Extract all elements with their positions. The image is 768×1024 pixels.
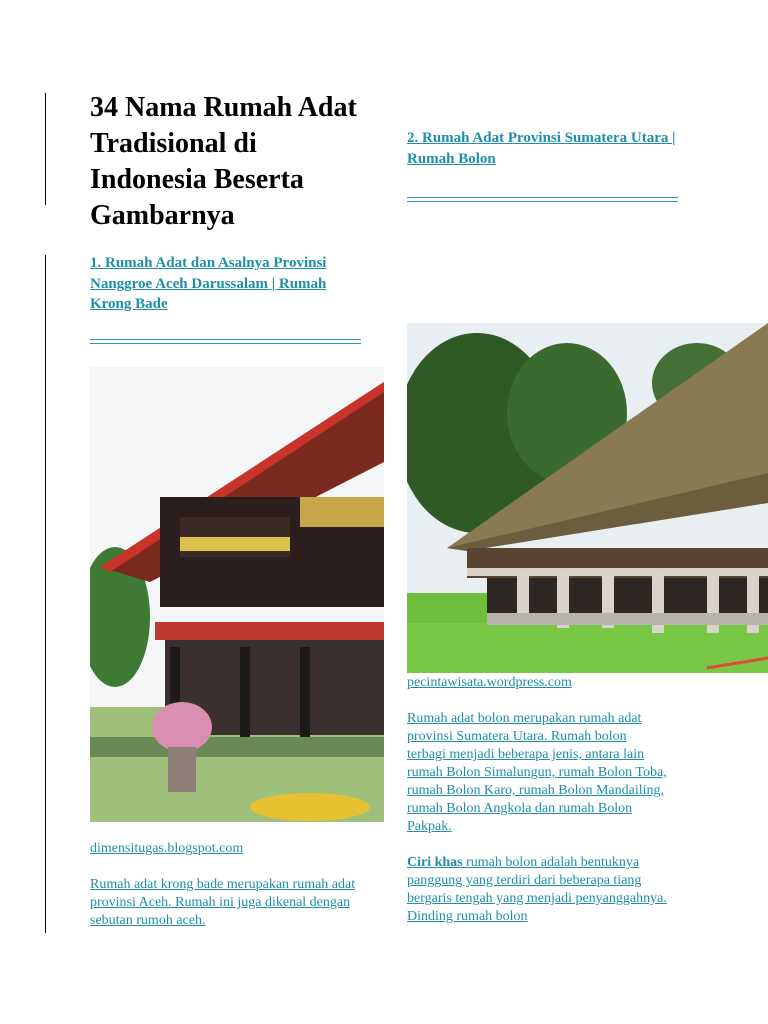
ciri-khas-bold: Ciri khas <box>407 855 463 870</box>
page-title: 34 Nama Rumah Adat Tradisional di Indonesia Beserta Gambarnya <box>90 92 357 231</box>
column-left-lower <box>90 840 365 930</box>
section1-paragraph[interactable]: Rumah adat krong bade merupakan rumah adat provinsi Aceh. Rumah ini juga dikenal dengan sebutan rumoh aceh. <box>90 877 356 928</box>
section2-image-caption[interactable]: pecintawisata.wordpress.com <box>407 675 572 690</box>
section1-divider <box>90 339 361 344</box>
section2-paragraph-2-text: rumah bolon adalah bentuknya panggung yang terdiri dari beberapa tiang bergaris tengah yang menjadi penyanggahnya. Dinding rumah bolon <box>407 855 667 924</box>
section1-heading-link[interactable]: 1. Rumah Adat dan Asalnya Provinsi Nanggroe Aceh Darussalam | Rumah Krong Bade <box>90 255 327 312</box>
section2-paragraph[interactable]: Rumah adat bolon merupakan rumah adat provinsi Sumatera Utara. Rumah bolon terbagi menjadi beberapa jenis, antara lain rumah Bolon Simalungun, rumah Bolon Toba, rumah Bolon Karo, rumah Bolon Mandailing, rumah Bolon Angkola dan rumah Bolon Pakpak. <box>407 711 667 834</box>
rumah-bolon-photo <box>407 323 768 673</box>
section2-heading-link[interactable]: 2. Rumah Adat Provinsi Sumatera Utara | Rumah Bolon <box>407 130 676 167</box>
section1-image-caption[interactable]: dimensitugas.blogspot.com <box>90 841 244 856</box>
column-right-lower <box>407 674 687 926</box>
column-left <box>90 90 365 344</box>
rumah-krong-bade-photo <box>90 367 384 822</box>
margin-line-top <box>45 93 46 205</box>
section2-paragraph-2[interactable] <box>407 854 669 926</box>
section2-divider <box>407 197 678 202</box>
margin-line-bottom <box>45 255 46 933</box>
column-right <box>407 128 687 202</box>
